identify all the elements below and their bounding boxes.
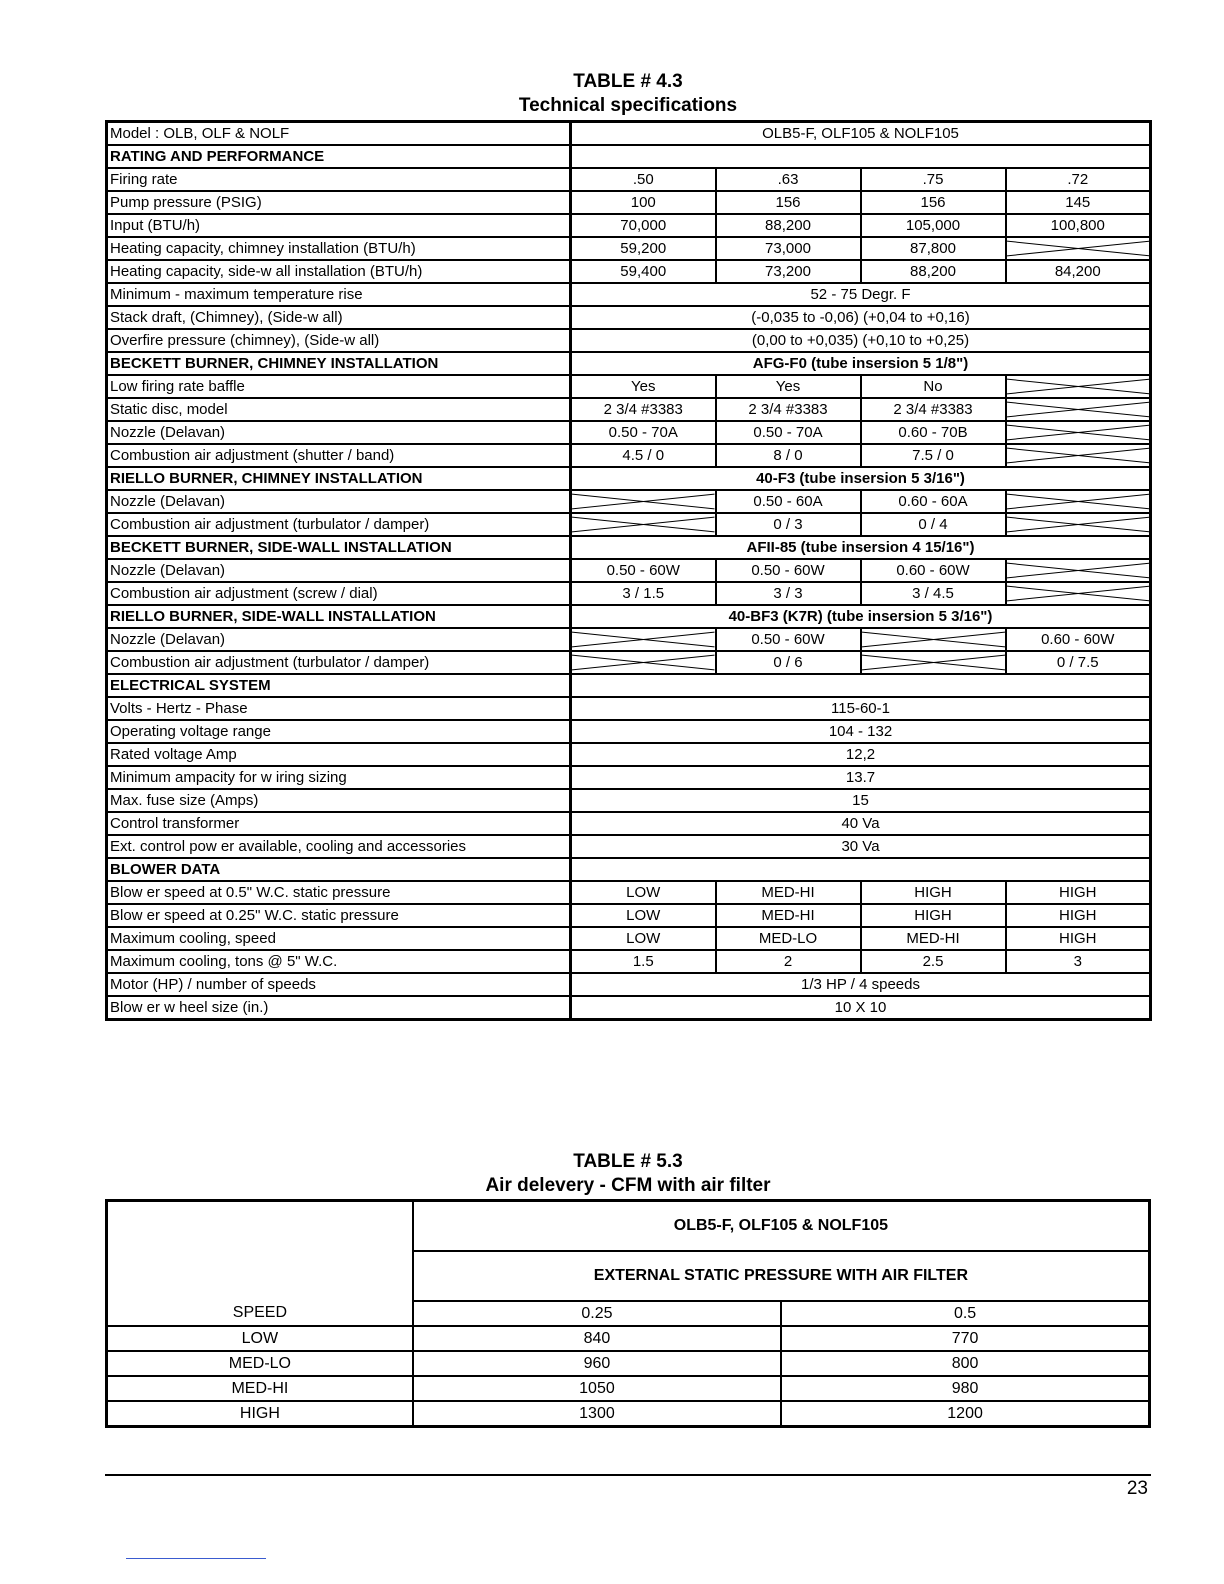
row-label: RATING AND PERFORMANCE — [107, 145, 571, 168]
row-label: Nozzle (Delavan) — [107, 490, 571, 513]
table2-title: TABLE # 5.3 — [573, 1151, 683, 1172]
table-row — [107, 283, 1151, 306]
value-cell: 0.50 - 70A — [716, 421, 861, 444]
value-cell: 0.60 - 60W — [861, 559, 1006, 582]
row-value: (0,00 to +0,035) (+0,10 to +0,25) — [571, 329, 1151, 352]
not-applicable-cross — [861, 651, 1006, 674]
table-row — [107, 812, 1151, 835]
value-cell: No — [861, 375, 1006, 398]
table1-title: TABLE # 4.3 — [573, 71, 683, 92]
row-value: 30 Va — [571, 835, 1151, 858]
table-row — [107, 605, 1151, 628]
row-label: Maximum cooling, speed — [107, 927, 571, 950]
row-value: 1/3 HP / 4 speeds — [571, 973, 1151, 996]
value-cell: 3 / 4.5 — [861, 582, 1006, 605]
value-cell: 145 — [1006, 191, 1151, 214]
table-row — [107, 881, 1151, 904]
row-label: RIELLO BURNER, CHIMNEY INSTALLATION — [107, 467, 571, 490]
value-cell: 70,000 — [571, 214, 716, 237]
value-cell: .72 — [1006, 168, 1151, 191]
section-blank — [571, 858, 1151, 881]
row-value: OLB5-F, OLF105 & NOLF105 — [571, 122, 1151, 146]
table-row — [107, 927, 1151, 950]
value-cell: LOW — [571, 927, 716, 950]
value-cell: 88,200 — [716, 214, 861, 237]
section-blank — [571, 145, 1151, 168]
value-cell: 3 — [1006, 950, 1151, 973]
table-row — [107, 674, 1151, 697]
row-value: 104 - 132 — [571, 720, 1151, 743]
not-applicable-cross — [1006, 421, 1151, 444]
row-label: ELECTRICAL SYSTEM — [107, 674, 571, 697]
table-row — [107, 582, 1151, 605]
row-label: Operating voltage range — [107, 720, 571, 743]
pressure-header: EXTERNAL STATIC PRESSURE WITH AIR FILTER — [413, 1251, 1150, 1301]
table-row — [107, 490, 1151, 513]
cfm-cell: 800 — [781, 1351, 1149, 1376]
row-value: (-0,035 to -0,06) (+0,04 to +0,16) — [571, 306, 1151, 329]
row-label: Combustion air adjustment (turbulator / damper) — [107, 651, 571, 674]
value-cell: 0 / 4 — [861, 513, 1006, 536]
value-cell: 73,200 — [716, 260, 861, 283]
value-cell: 2 3/4 #3383 — [571, 398, 716, 421]
row-label: Firing rate — [107, 168, 571, 191]
value-cell: 100,800 — [1006, 214, 1151, 237]
row-label: Blow er speed at 0.25" W.C. static pressure — [107, 904, 571, 927]
row-label: Minimum ampacity for w iring sizing — [107, 766, 571, 789]
not-applicable-cross — [1006, 444, 1151, 467]
row-label: Heating capacity, chimney installation (BTU/h) — [107, 237, 571, 260]
value-cell: HIGH — [1006, 927, 1151, 950]
row-label: Volts - Hertz - Phase — [107, 697, 571, 720]
row-label: Rated voltage Amp — [107, 743, 571, 766]
table-row — [107, 421, 1151, 444]
row-value: 10 X 10 — [571, 996, 1151, 1020]
value-cell: 0.50 - 70A — [571, 421, 716, 444]
value-cell: 105,000 — [861, 214, 1006, 237]
not-applicable-cross — [571, 490, 716, 513]
row-label: Combustion air adjustment (screw / dial) — [107, 582, 571, 605]
row-label: Blow er speed at 0.5" W.C. static pressure — [107, 881, 571, 904]
value-cell: 84,200 — [1006, 260, 1151, 283]
value-cell: .50 — [571, 168, 716, 191]
value-cell: 0 / 6 — [716, 651, 861, 674]
value-cell: 59,400 — [571, 260, 716, 283]
row-label: Static disc, model — [107, 398, 571, 421]
row-label: Combustion air adjustment (shutter / band) — [107, 444, 571, 467]
value-cell: 0 / 7.5 — [1006, 651, 1151, 674]
table-row — [107, 835, 1151, 858]
table-row — [107, 237, 1151, 260]
value-cell: HIGH — [861, 881, 1006, 904]
table-row — [107, 1401, 1150, 1427]
row-label: Combustion air adjustment (turbulator / damper) — [107, 513, 571, 536]
table-row — [107, 260, 1151, 283]
row-label: Input (BTU/h) — [107, 214, 571, 237]
table-row — [107, 145, 1151, 168]
table-row — [107, 191, 1151, 214]
air-delivery-table — [105, 1199, 1151, 1428]
table-row — [107, 467, 1151, 490]
row-value: 115-60-1 — [571, 697, 1151, 720]
table2-subtitle: Air delevery - CFM with air filter — [485, 1175, 771, 1196]
value-cell: 156 — [861, 191, 1006, 214]
table-row — [107, 720, 1151, 743]
value-cell: 100 — [571, 191, 716, 214]
table-row — [107, 122, 1151, 146]
value-cell: HIGH — [1006, 904, 1151, 927]
value-cell: .75 — [861, 168, 1006, 191]
row-label: Maximum cooling, tons @ 5" W.C. — [107, 950, 571, 973]
row-label: Stack draft, (Chimney), (Side-w all) — [107, 306, 571, 329]
speed-cell: LOW — [107, 1326, 413, 1351]
table-row — [107, 858, 1151, 881]
row-label: Nozzle (Delavan) — [107, 421, 571, 444]
not-applicable-cross — [1006, 582, 1151, 605]
value-cell: .63 — [716, 168, 861, 191]
value-cell: 2 — [716, 950, 861, 973]
speed-cell: MED-HI — [107, 1376, 413, 1401]
value-cell: 87,800 — [861, 237, 1006, 260]
table-row — [107, 628, 1151, 651]
cfm-cell: 1300 — [413, 1401, 781, 1427]
table-row — [107, 651, 1151, 674]
row-label: Model : OLB, OLF & NOLF — [107, 122, 571, 146]
value-cell: MED-LO — [716, 927, 861, 950]
spec-table — [105, 120, 1152, 1021]
row-label: Max. fuse size (Amps) — [107, 789, 571, 812]
not-applicable-cross — [1006, 398, 1151, 421]
not-applicable-cross — [861, 628, 1006, 651]
cfm-cell: 770 — [781, 1326, 1149, 1351]
table1-subtitle: Technical specifications — [518, 95, 738, 116]
value-cell: HIGH — [1006, 881, 1151, 904]
not-applicable-cross — [1006, 237, 1151, 260]
speed-cell: HIGH — [107, 1401, 413, 1427]
not-applicable-cross — [1006, 559, 1151, 582]
row-value: 12,2 — [571, 743, 1151, 766]
row-label: Low firing rate baffle — [107, 375, 571, 398]
table-row — [107, 950, 1151, 973]
row-label: Blow er w heel size (in.) — [107, 996, 571, 1020]
value-cell: 0.60 - 60W — [1006, 628, 1151, 651]
table-row — [107, 789, 1151, 812]
cfm-cell: 840 — [413, 1326, 781, 1351]
table-row — [107, 973, 1151, 996]
value-cell: 0.50 - 60A — [716, 490, 861, 513]
link-underline — [126, 1558, 266, 1559]
cfm-cell: 980 — [781, 1376, 1149, 1401]
value-cell: 4.5 / 0 — [571, 444, 716, 467]
value-cell: 0.50 - 60W — [716, 628, 861, 651]
cfm-cell: 1050 — [413, 1376, 781, 1401]
value-cell: 156 — [716, 191, 861, 214]
row-label: BECKETT BURNER, SIDE-WALL INSTALLATION — [107, 536, 571, 559]
footer-rule — [105, 1474, 1151, 1476]
page-number: 23 — [1126, 1478, 1148, 1499]
value-cell: 0.50 - 60W — [716, 559, 861, 582]
row-value: 40-F3 (tube insersion 5 3/16") — [571, 467, 1151, 490]
table-row — [107, 1376, 1150, 1401]
table-row — [107, 214, 1151, 237]
value-cell: 73,000 — [716, 237, 861, 260]
value-cell: 2 3/4 #3383 — [861, 398, 1006, 421]
value-cell: 2.5 — [861, 950, 1006, 973]
table-row — [107, 306, 1151, 329]
value-cell: Yes — [571, 375, 716, 398]
cfm-cell: 960 — [413, 1351, 781, 1376]
row-value: 15 — [571, 789, 1151, 812]
row-label: Control transformer — [107, 812, 571, 835]
pressure-col-2: 0.5 — [781, 1301, 1149, 1326]
row-label: Ext. control pow er available, cooling and accessories — [107, 835, 571, 858]
row-label: RIELLO BURNER, SIDE-WALL INSTALLATION — [107, 605, 571, 628]
table-row — [107, 513, 1151, 536]
value-cell: 0.60 - 70B — [861, 421, 1006, 444]
value-cell: 7.5 / 0 — [861, 444, 1006, 467]
value-cell: HIGH — [861, 904, 1006, 927]
not-applicable-cross — [571, 651, 716, 674]
value-cell: 3 / 1.5 — [571, 582, 716, 605]
not-applicable-cross — [571, 513, 716, 536]
value-cell: LOW — [571, 881, 716, 904]
table-row — [107, 743, 1151, 766]
table-row — [107, 559, 1151, 582]
section-blank — [571, 674, 1151, 697]
speed-header: SPEED — [107, 1301, 413, 1326]
table-row — [107, 1326, 1150, 1351]
value-cell: 88,200 — [861, 260, 1006, 283]
row-value: AFII-85 (tube insersion 4 15/16") — [571, 536, 1151, 559]
table-row — [107, 996, 1151, 1020]
row-label: BECKETT BURNER, CHIMNEY INSTALLATION — [107, 352, 571, 375]
row-label: Minimum - maximum temperature rise — [107, 283, 571, 306]
table-row — [107, 904, 1151, 927]
value-cell: 2 3/4 #3383 — [716, 398, 861, 421]
speed-cell: MED-LO — [107, 1351, 413, 1376]
not-applicable-cross — [1006, 513, 1151, 536]
value-cell: MED-HI — [861, 927, 1006, 950]
not-applicable-cross — [571, 628, 716, 651]
value-cell: 0 / 3 — [716, 513, 861, 536]
table-row — [107, 329, 1151, 352]
table-row — [107, 1351, 1150, 1376]
cfm-cell: 1200 — [781, 1401, 1149, 1427]
value-cell: 8 / 0 — [716, 444, 861, 467]
speed-header-blank — [107, 1201, 413, 1302]
value-cell: 0.50 - 60W — [571, 559, 716, 582]
row-label: Heating capacity, side-w all installation (BTU/h) — [107, 260, 571, 283]
value-cell: 0.60 - 60A — [861, 490, 1006, 513]
value-cell: MED-HI — [716, 881, 861, 904]
pressure-col-1: 0.25 — [413, 1301, 781, 1326]
row-label: Nozzle (Delavan) — [107, 559, 571, 582]
row-label: Pump pressure (PSIG) — [107, 191, 571, 214]
table-row — [107, 697, 1151, 720]
table-row — [107, 766, 1151, 789]
not-applicable-cross — [1006, 375, 1151, 398]
value-cell: 1.5 — [571, 950, 716, 973]
table-row — [107, 536, 1151, 559]
row-value: 52 - 75 Degr. F — [571, 283, 1151, 306]
row-value: 40-BF3 (K7R) (tube insersion 5 3/16") — [571, 605, 1151, 628]
table-row — [107, 352, 1151, 375]
value-cell: LOW — [571, 904, 716, 927]
row-value: AFG-F0 (tube insersion 5 1/8") — [571, 352, 1151, 375]
table-row — [107, 168, 1151, 191]
table-row — [107, 444, 1151, 467]
row-value: 40 Va — [571, 812, 1151, 835]
value-cell: MED-HI — [716, 904, 861, 927]
table-row — [107, 375, 1151, 398]
model-header: OLB5-F, OLF105 & NOLF105 — [413, 1201, 1150, 1252]
value-cell: 3 / 3 — [716, 582, 861, 605]
row-label: BLOWER DATA — [107, 858, 571, 881]
table-row — [107, 398, 1151, 421]
not-applicable-cross — [1006, 490, 1151, 513]
row-value: 13.7 — [571, 766, 1151, 789]
row-label: Motor (HP) / number of speeds — [107, 973, 571, 996]
row-label: Nozzle (Delavan) — [107, 628, 571, 651]
value-cell: Yes — [716, 375, 861, 398]
value-cell: 59,200 — [571, 237, 716, 260]
row-label: Overfire pressure (chimney), (Side-w all) — [107, 329, 571, 352]
